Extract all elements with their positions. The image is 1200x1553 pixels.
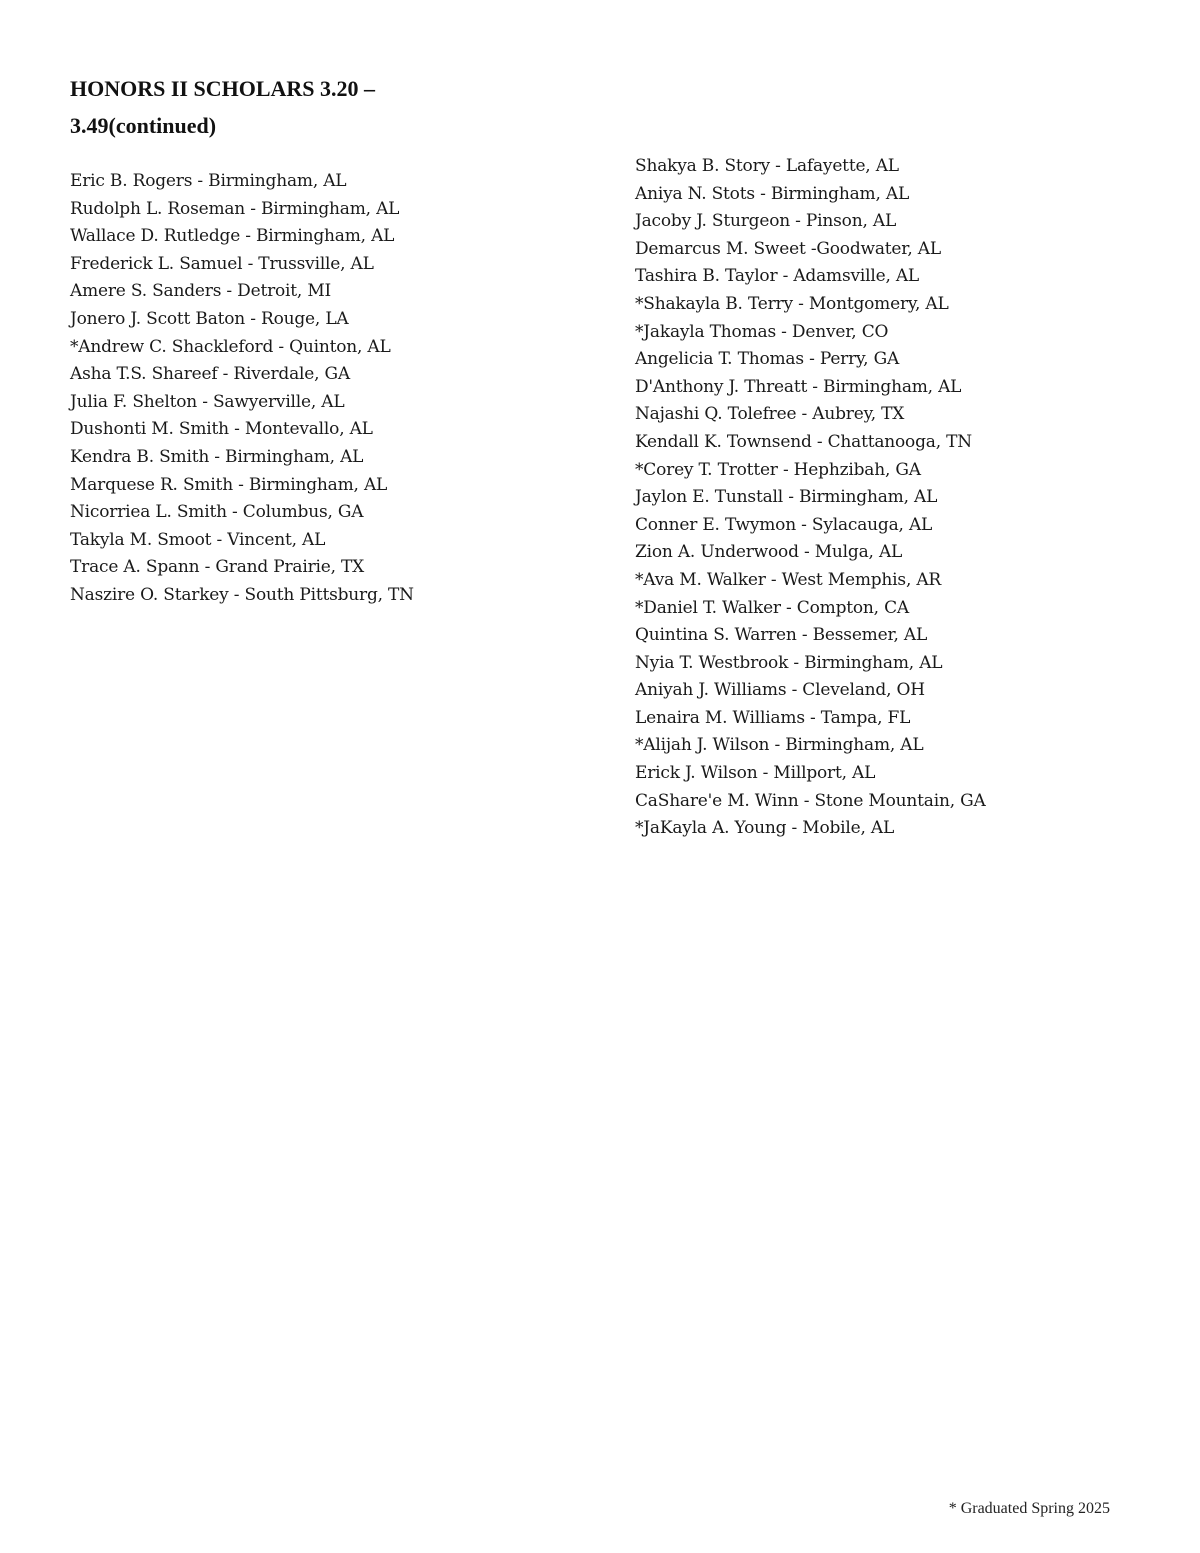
list-item: *JaKayla A. Young - Mobile, AL <box>635 818 895 839</box>
list-item: Jaylon E. Tunstall - Birmingham, AL <box>635 487 938 508</box>
list-item: Jacoby J. Sturgeon - Pinson, AL <box>635 211 897 232</box>
list-item: Nicorriea L. Smith - Columbus, GA <box>70 502 364 523</box>
list-item: CaShare'e M. Winn - Stone Mountain, GA <box>635 790 986 811</box>
list-item: *Shakayla B. Terry - Montgomery, AL <box>635 293 949 314</box>
list-item: Dushonti M. Smith - Montevallo, AL <box>70 419 373 440</box>
list-item: *Jakayla Thomas - Denver, CO <box>635 321 889 342</box>
list-item: D'Anthony J. Threatt - Birmingham, AL <box>635 376 962 397</box>
list-item: Najashi Q. Tolefree - Aubrey, TX <box>635 404 905 425</box>
list-item: *Alijah J. Wilson - Birmingham, AL <box>635 735 924 756</box>
list-item: Zion A. Underwood - Mulga, AL <box>635 542 903 563</box>
list-item: Nyia T. Westbrook - Birmingham, AL <box>635 652 943 673</box>
heading-line-2: 3.49(continued) <box>70 113 217 138</box>
list-item: Asha T.S. Shareef - Riverdale, GA <box>70 364 351 385</box>
list-item: Lenaira M. Williams - Tampa, FL <box>635 707 911 728</box>
list-item: Conner E. Twymon - Sylacauga, AL <box>635 514 933 535</box>
list-item: Frederick L. Samuel - Trussville, AL <box>70 253 374 274</box>
graduation-footnote: * Graduated Spring 2025 <box>948 1500 1110 1517</box>
list-item: *Daniel T. Walker - Compton, CA <box>635 597 909 618</box>
list-item: Marquese R. Smith - Birmingham, AL <box>70 474 388 495</box>
list-item: Aniya N. Stots - Birmingham, AL <box>635 183 910 204</box>
list-item: Kendall K. Townsend - Chattanooga, TN <box>635 431 972 452</box>
section-heading <box>70 70 450 144</box>
list-item: *Corey T. Trotter - Hephzibah, GA <box>635 459 921 480</box>
list-item: Erick J. Wilson - Millport, AL <box>635 763 876 784</box>
left-name-list <box>70 168 590 610</box>
list-item: Shakya B. Story - Lafayette, AL <box>635 156 899 176</box>
right-name-list <box>635 153 1155 843</box>
list-item: Quintina S. Warren - Bessemer, AL <box>635 625 928 646</box>
list-item: Wallace D. Rutledge - Birmingham, AL <box>70 226 395 247</box>
list-item: Aniyah J. Williams - Cleveland, OH <box>635 680 925 701</box>
list-item: Kendra B. Smith - Birmingham, AL <box>70 446 364 467</box>
list-item: Demarcus M. Sweet -Goodwater, AL <box>635 238 941 259</box>
list-item: Eric B. Rogers - Birmingham, AL <box>70 171 347 191</box>
list-item: *Andrew C. Shackleford - Quinton, AL <box>70 336 391 357</box>
list-item: Jonero J. Scott Baton - Rouge, LA <box>70 308 349 329</box>
list-item: Takyla M. Smoot - Vincent, AL <box>70 529 326 550</box>
list-item: Tashira B. Taylor - Adamsville, AL <box>635 266 920 287</box>
list-item: Rudolph L. Roseman - Birmingham, AL <box>70 198 400 219</box>
list-item: *Ava M. Walker - West Memphis, AR <box>635 569 942 590</box>
list-item: Angelicia T. Thomas - Perry, GA <box>635 349 900 370</box>
list-item: Amere S. Sanders - Detroit, MI <box>70 281 332 302</box>
heading-line-1: HONORS II SCHOLARS 3.20 – <box>70 76 376 101</box>
list-item: Trace A. Spann - Grand Prairie, TX <box>70 557 365 578</box>
list-item: Naszire O. Starkey - South Pittsburg, TN <box>70 584 414 605</box>
list-item: Julia F. Shelton - Sawyerville, AL <box>70 391 345 412</box>
